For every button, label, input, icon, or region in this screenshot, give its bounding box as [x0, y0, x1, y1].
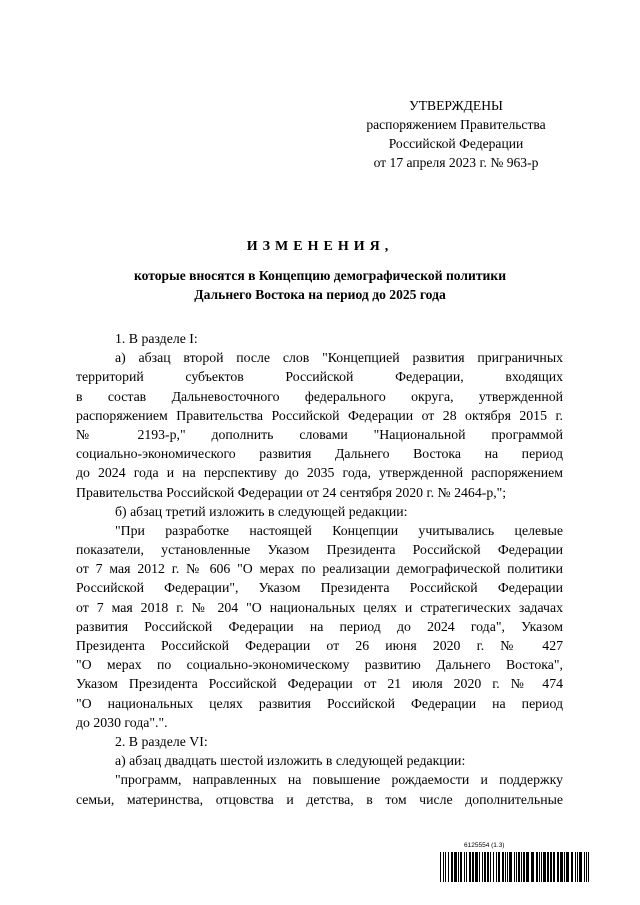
body-line: Российской Федерации", Указом Президента Российской Федерации	[76, 580, 563, 596]
body-line: Правительства Российской Федерации от 24 сентября 2020 г. № 2464-р,";	[76, 484, 507, 500]
body-line: а) абзац двадцать шестой изложить в следующей редакции:	[115, 753, 466, 769]
document-subtitle	[0, 266, 640, 304]
body-line: до 2024 года и на перспективу до 2035 года, утвержденной распоряжением	[76, 465, 563, 481]
body-line: а) абзац второй после слов "Концепцией развития приграничных	[115, 350, 563, 366]
body-line: 1. В разделе I:	[115, 331, 198, 346]
body-line: социально-экономического развития Дальнего Востока на период	[76, 446, 563, 462]
body-line: Президента Российской Федерации от 26 июня 2020 г. № 427	[76, 638, 563, 653]
body-line: "программ, направленных на повышение рождаемости и поддержку	[115, 772, 563, 788]
body-line: "При разработке настоящей Концепции учитывались целевые	[115, 522, 563, 538]
body-line: показатели, установленные Указом Президента Российской Федерации	[76, 542, 563, 558]
approval-heading: УТВЕРЖДЕНЫ	[409, 98, 503, 113]
subtitle-line-1: которые вносятся в Концепцию демографической политики	[133, 268, 507, 283]
approval-line-government: Российской Федерации	[388, 136, 524, 151]
barcode-number: 6125554 (1.3)	[464, 842, 505, 849]
document-title: ИЗМЕНЕНИЯ,	[246, 239, 394, 254]
body-line: б) абзац третий изложить в следующей редакции:	[115, 503, 408, 519]
barcode-image	[440, 852, 590, 882]
document-body	[76, 329, 563, 809]
body-line: "О мерах по социально-экономическому развитию Дальнего Востока",	[76, 657, 563, 673]
body-line: от 7 мая 2012 г. № 606 "О мерах по реализации демографической политики	[76, 561, 563, 577]
body-line: территорий субъектов Российской Федерации, входящих	[76, 369, 563, 385]
body-line: "О национальных целях развития Российской Федерации на период	[76, 695, 563, 711]
body-line: распоряжением Правительства Российской Федерации от 28 октября 2015 г.	[76, 407, 563, 423]
body-line: в состав Дальневосточного федерального округа, утвержденной	[76, 388, 563, 404]
approval-block	[340, 96, 572, 172]
approval-line-order: распоряжением Правительства	[366, 117, 546, 132]
body-line: от 7 мая 2018 г. № 204 "О национальных целях и стратегических задачах	[76, 599, 563, 615]
body-line: развития Российской Федерации на период до 2024 года", Указом	[76, 618, 563, 634]
body-line: Указом Президента Российской Федерации от 21 июля 2020 г. № 474	[76, 676, 563, 692]
barcode-block	[440, 842, 590, 882]
subtitle-line-2: Дальнего Востока на период до 2025 года	[194, 287, 446, 302]
body-line: семьи, материнства, отцовства и детства, в том числе дополнительные	[76, 791, 563, 807]
body-line: № 2193-р," дополнить словами "Национальной программой	[76, 426, 563, 442]
body-line: 2. В разделе VI:	[115, 733, 208, 749]
body-line: до 2030 года".".	[76, 714, 168, 730]
approval-line-date: от 17 апреля 2023 г. № 963-р	[373, 155, 539, 170]
